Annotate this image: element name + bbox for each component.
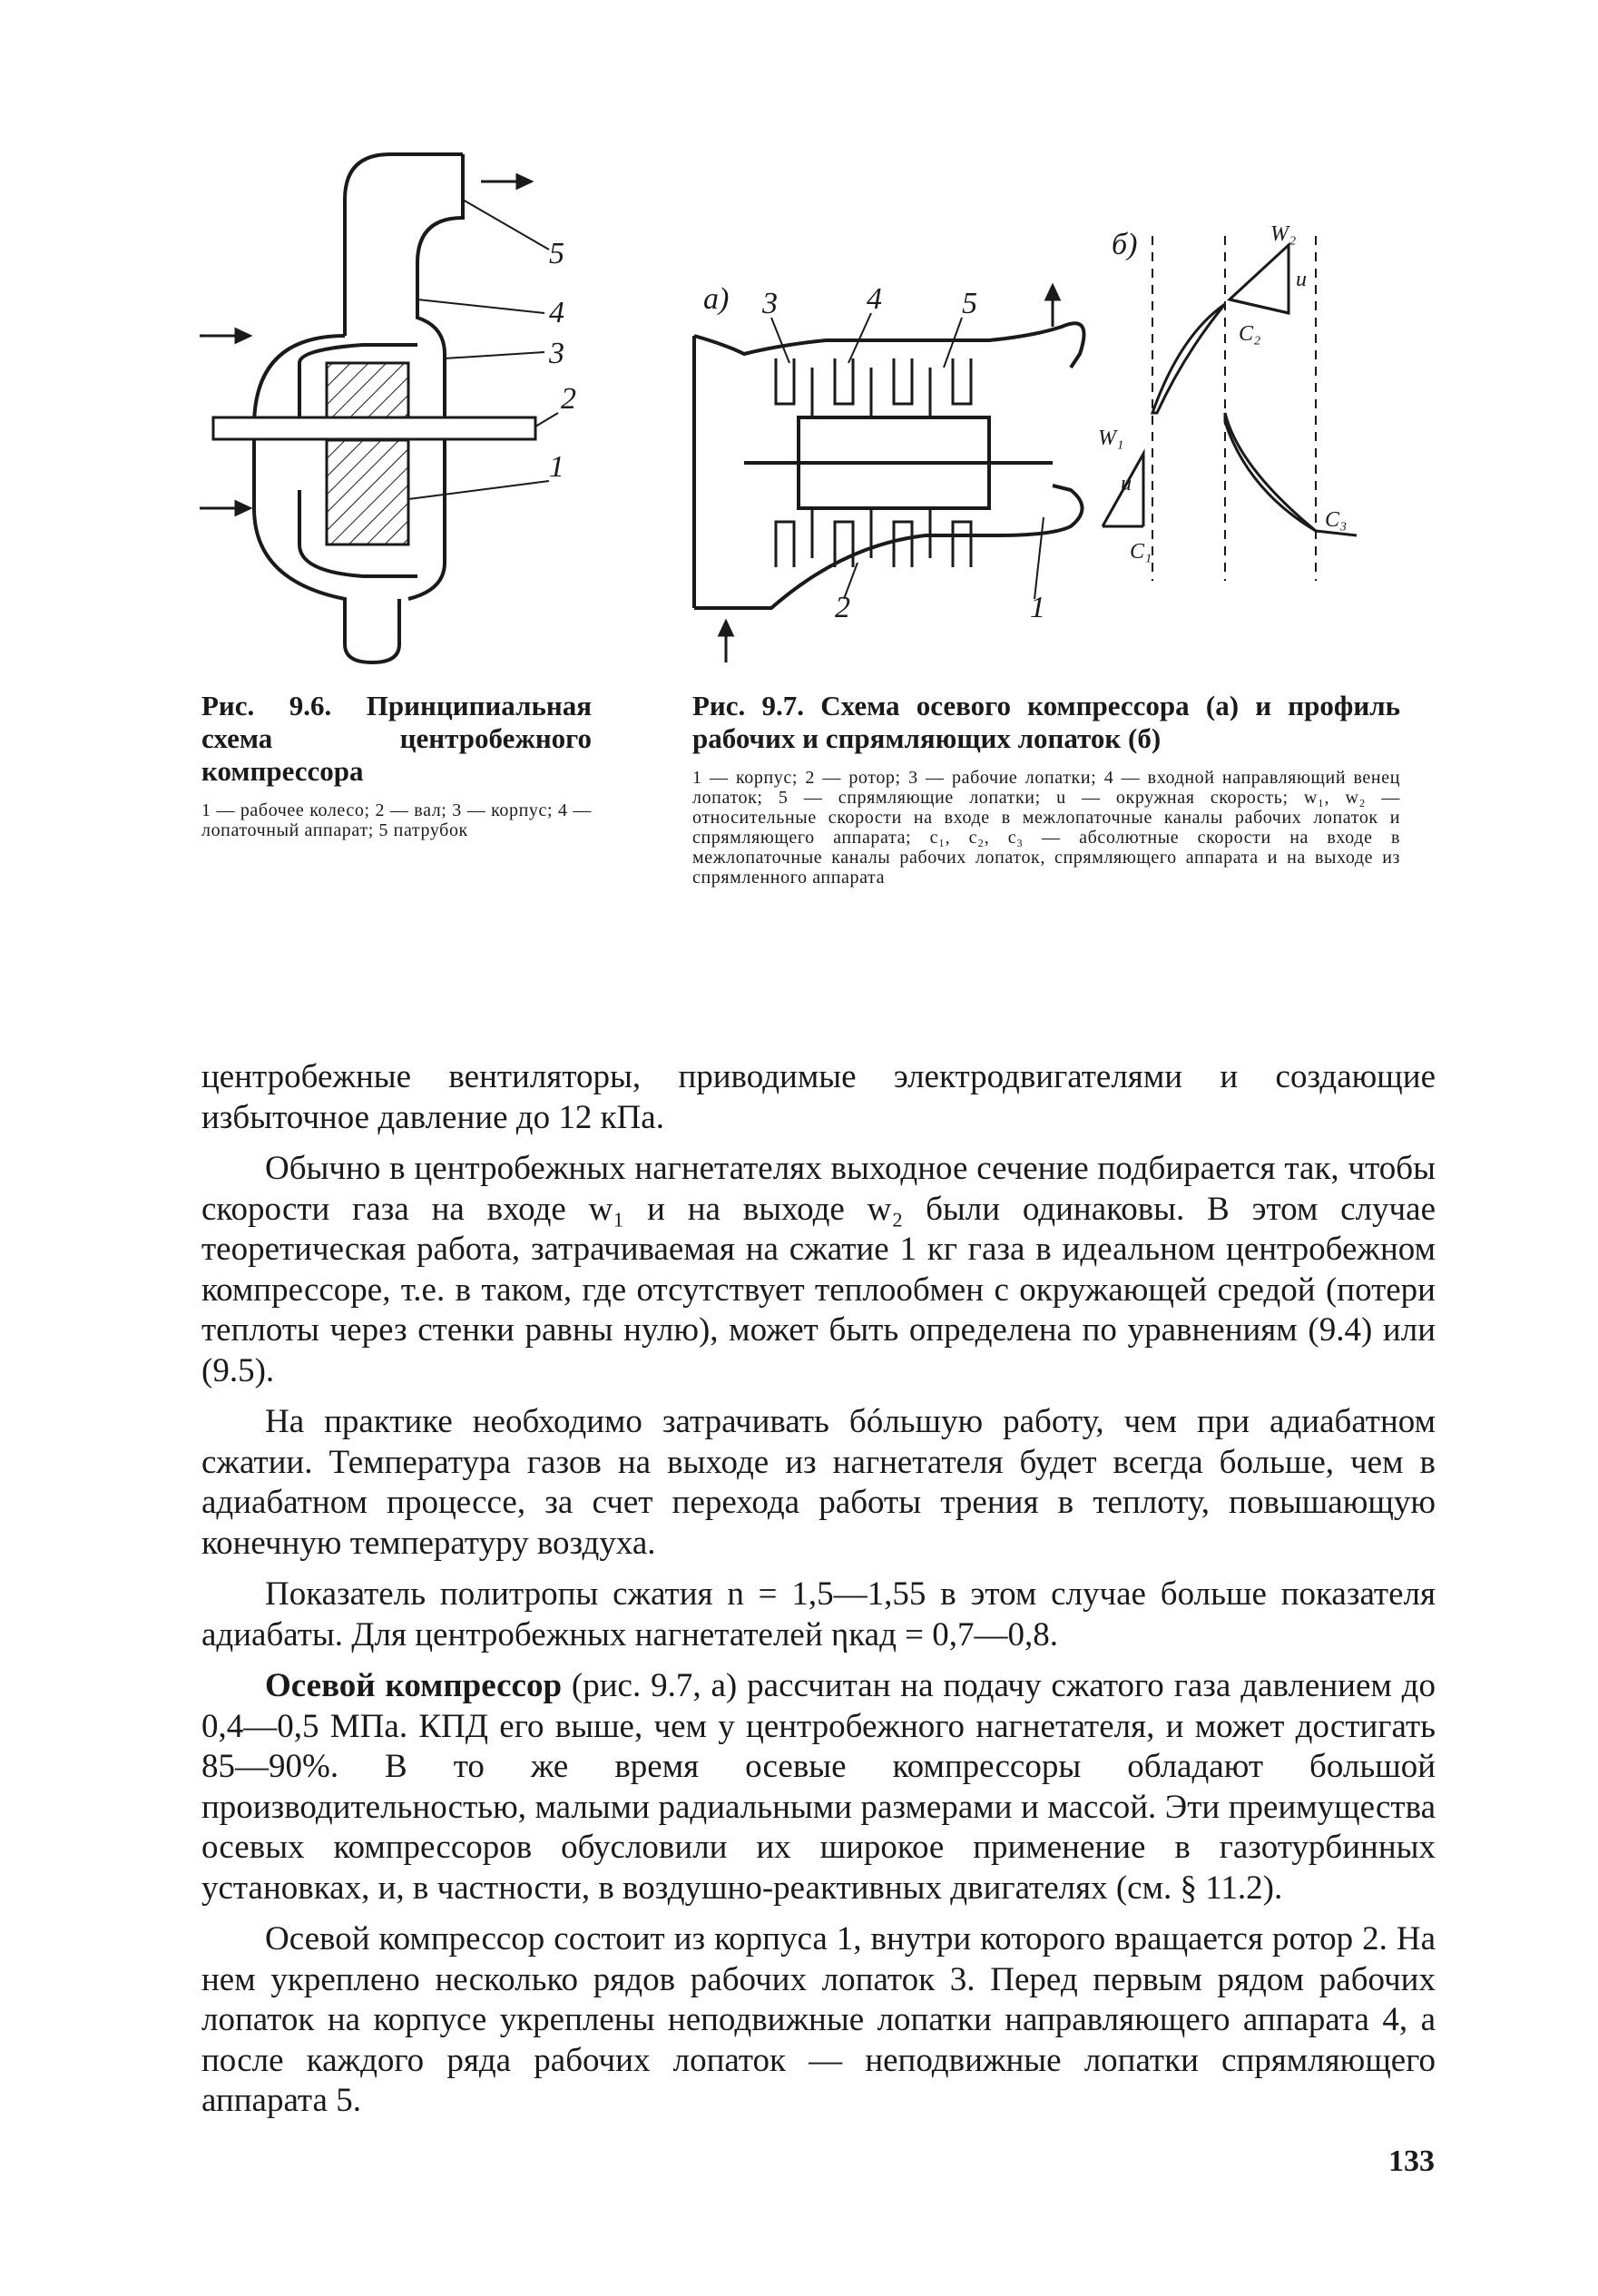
paragraph-5-text: (рис. 9.7, а) рассчитан на подачу сжатого газа давлением до 0,4—0,5 МПа. КПД его выше, чем у центробежного нагнетателя, и может достигать 85—90%. В то же время осевые компрессоры обладают большой производительностью, малыми радиальными размерами и массой. Эти преимущества осевых компрессоров обусловили их широкое применение в газотурбинных установках, и, в частности, в воздушно-реактивных двигателях (см. § 11.2). — [201, 1667, 1436, 1907]
figure-9-7-title: Рис. 9.7. Схема осевого компрессора (а) и профиль рабочих и спрямляющих лопаток (б) — [692, 690, 1400, 754]
paragraph-5 — [201, 1666, 1436, 1908]
fig97-vector-w2: W₂ — [1270, 222, 1297, 246]
figure-9-7-legend: 1 — корпус; 2 — ротор; 3 — рабочие лопатки; 4 — входной направляющий венец лопаток; 5 — спрямляющие лопатки; u — окружная скорость; w₁, w₂ — относительные скорости на входе в межлопаточные каналы рабочих лопаток и спрямляющего аппарата; c₁, c₂, c₃ — абсолютные скорости на входе в межлопаточные каналы рабочих лопаток, спрямляющего аппарата и на выходе из спрямленного аппарата — [692, 768, 1400, 888]
fig96-label-1: 1 — [549, 450, 564, 484]
figure-9-6-diagram — [200, 118, 617, 681]
page-number: 133 — [1388, 2144, 1435, 2178]
body-text — [201, 1057, 1436, 2133]
paragraph-1: центробежные вентиляторы, приводимые электродвигателями и создающие избыточное давление до 12 кПа. — [201, 1058, 1436, 1136]
paragraph-4: Показатель политропы сжатия n = 1,5—1,55 в этом случае больше показателя адиабаты. Для центробежных нагнетателей ηкад = 0,7—0,8. — [201, 1575, 1436, 1653]
fig96-label-3: 3 — [549, 337, 564, 370]
fig97-vector-c2: C₂ — [1239, 322, 1261, 346]
fig97-vector-w1: W₁ — [1098, 427, 1124, 450]
fig97-vector-c3: C₃ — [1325, 508, 1348, 532]
figure-9-6-caption — [201, 690, 592, 840]
fig97-panel-a-label: a) — [703, 282, 730, 316]
fig97-vector-c1: C₁ — [1130, 540, 1152, 564]
fig96-label-2: 2 — [561, 382, 576, 416]
fig97-panel-b-label: б) — [1112, 228, 1138, 261]
fig97-vector-u-top: u — [1296, 268, 1307, 291]
paragraph-2: Обычно в центробежных нагнетателях выходное сечение подбирается так, чтобы скорости газа на входе w₁ и на выходе w₂ были одинаковы. В этом случае теоретическая работа, затрачиваемая на сжатие 1 кг газа в идеальном центробежном компрессоре, т.е. в таком, где отсутствует теплообмен с окружающей средой (потери теплоты через стенки равны нулю), может быть определена по уравнениям (9.4) или (9.5). — [201, 1150, 1436, 1389]
fig97-label-5: 5 — [962, 287, 977, 320]
fig97-vector-u-bottom: u — [1121, 472, 1132, 496]
paragraph-3: На практике необходимо затрачивать бóльшую работу, чем при адиабатном сжатии. Температура газов на выходе из нагнетателя будет всегда больше, чем в адиабатном процессе, за счет перехода работы трения в теплоту, повышающую конечную температуру воздуха. — [201, 1403, 1436, 1562]
axial-compressor-term: Осевой компрессор — [265, 1667, 563, 1704]
figure-9-6-legend: 1 — рабочее колесо; 2 — вал; 3 — корпус; 4 — лопаточный аппарат; 5 патрубок — [201, 800, 592, 840]
fig97-label-1: 1 — [1030, 591, 1045, 624]
figure-9-7-diagram — [690, 218, 1379, 672]
fig97-label-2: 2 — [835, 591, 850, 624]
figure-9-6-title: Рис. 9.6. Принципиальная схема центробежного компрессора — [201, 690, 592, 787]
fig96-label-4: 4 — [549, 296, 564, 329]
fig97-label-4: 4 — [867, 282, 882, 316]
paragraph-6: Осевой компрессор состоит из корпуса 1, внутри которого вращается ротор 2. На нем укреплено несколько рядов рабочих лопаток 3. Перед первым рядом рабочих лопаток на корпусе укреплены неподвижные лопатки направляющего аппарата 4, а после каждого ряда рабочих лопаток — неподвижные лопатки спрямляющего аппарата 5. — [201, 1920, 1436, 2119]
fig96-label-5: 5 — [549, 237, 564, 270]
figure-9-7-caption — [692, 690, 1400, 888]
fig97-label-3: 3 — [762, 287, 778, 320]
